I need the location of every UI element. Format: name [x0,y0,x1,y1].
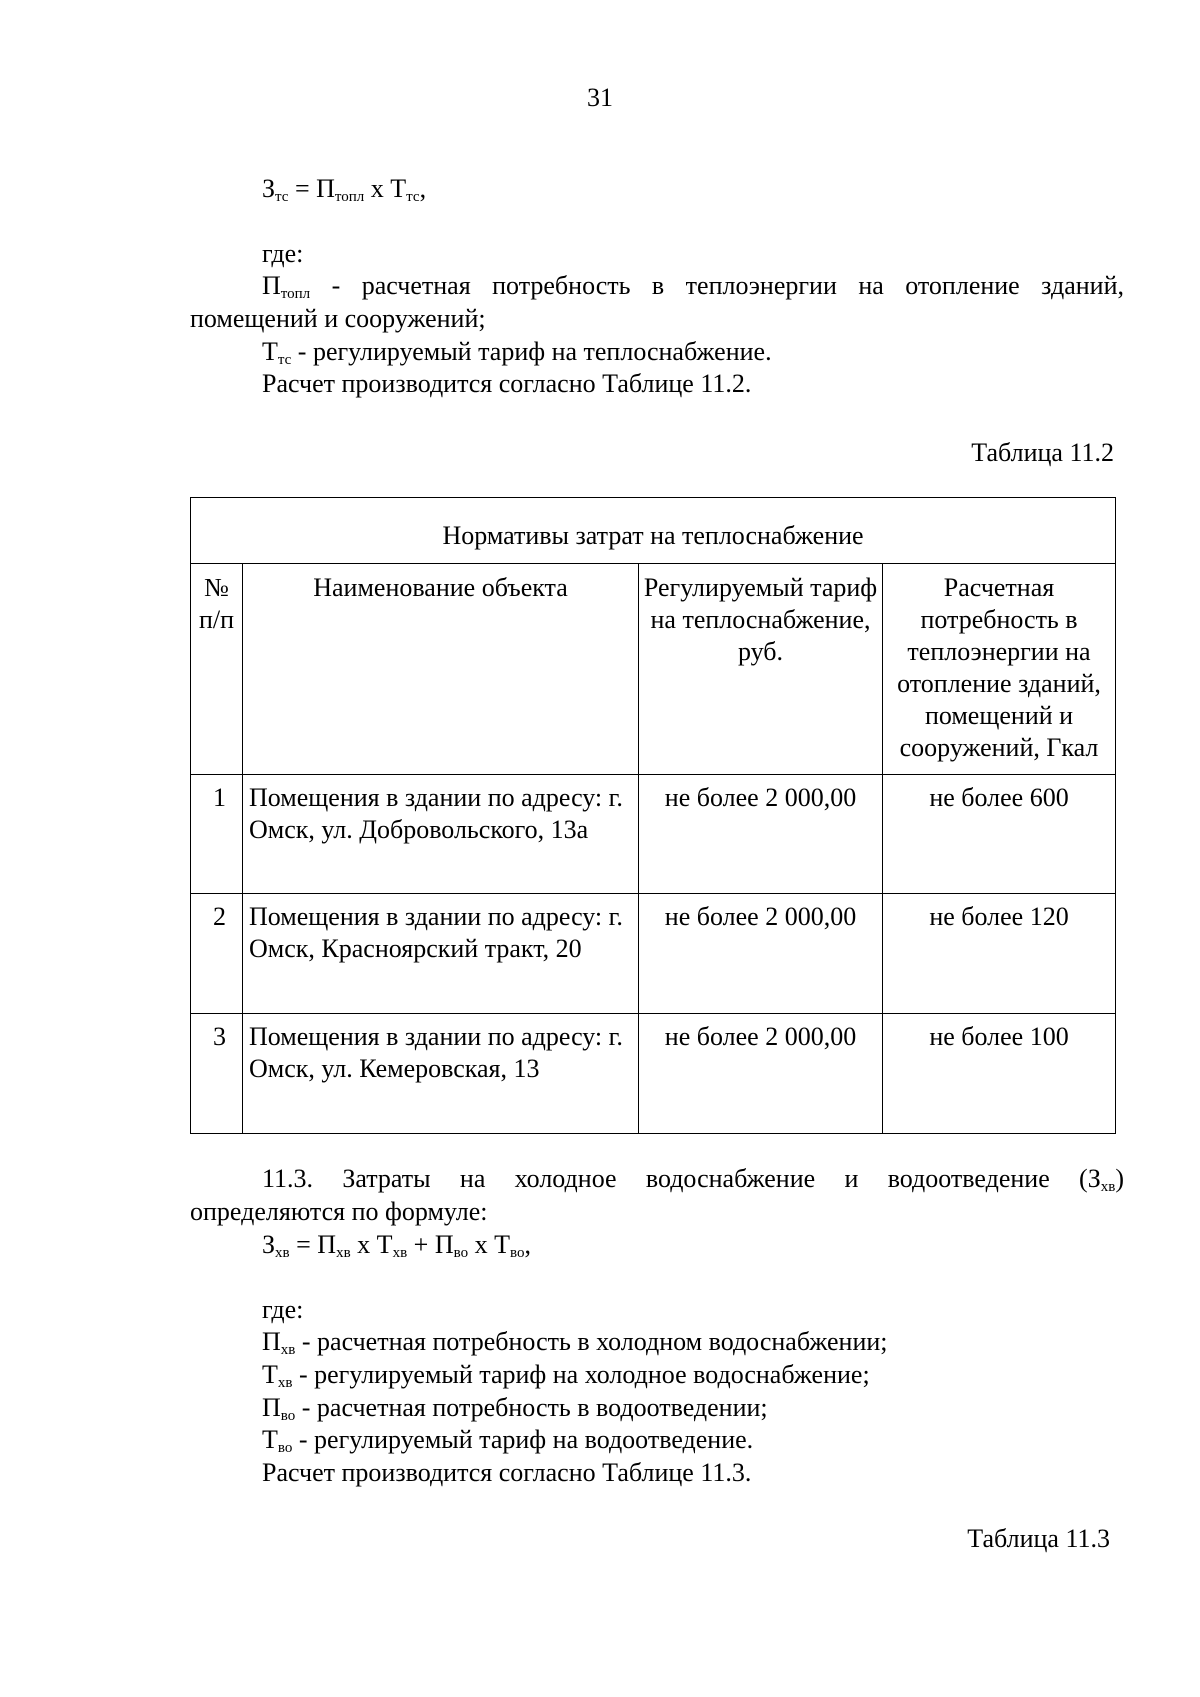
definition-cold-water-tariff: $Т_{хв}$ - регулируемый тариф на холодное водоснабжение; [262,1360,870,1391]
row-object-name: Помещения в здании по адресу: г. Омск, ул. Кемеровская, 13 [243,1014,639,1134]
definition-cold-water-need: $П_{хв}$ - расчетная потребность в холодном водоснабжении; [262,1327,888,1358]
calc-reference: Расчет производится согласно Таблице 11.3. [262,1458,752,1487]
row-tariff: не более 2 000,00 [639,894,883,1014]
definition-heat-need: $П_{топл}$ - расчетная потребность в теплоэнергии на отопление зданий, [262,271,1124,302]
table-row [191,775,1116,894]
row-tariff: не более 2 000,00 [639,1014,883,1134]
row-object-name: Помещения в здании по адресу: г. Омск, ул. Добровольского, 13а [243,775,639,894]
table-caption: Таблица 11.2 [971,438,1114,467]
table-row [191,894,1116,1014]
table-caption: Таблица 11.3 [967,1524,1110,1553]
paragraph-11-3: 11.3. Затраты на холодное водоснабжение и водоотведение $(З_{хв})$ [262,1164,1124,1195]
header-object-name: Наименование объекта [243,564,639,775]
row-number: 2 [191,894,243,1014]
row-number: 1 [191,775,243,894]
row-heat-need: не более 120 [883,894,1116,1014]
row-heat-need: не более 100 [883,1014,1116,1134]
row-number: 3 [191,1014,243,1134]
header-heat-need: Расчетная потребность в теплоэнергии на отопление зданий, помещений и сооружений, Гкал [883,564,1116,775]
formula-water-cost: $З_{хв} = П_{хв}$ х $Т_{хв} + П_{во}$ х $Т_{во}$, [262,1230,531,1261]
calc-reference: Расчет производится согласно Таблице 11.2. [262,369,752,398]
page-number: 31 [587,83,613,112]
paragraph-11-3-cont: определяются по формуле: [190,1197,488,1226]
definition-drainage-need: $П_{во}$ - расчетная потребность в водоотведении; [262,1393,768,1424]
header-tariff: Регулируемый тариф на теплоснабжение, руб. [639,564,883,775]
table-header-row [191,564,1116,775]
table-row [191,1014,1116,1134]
where-label: где: [262,239,304,268]
row-object-name: Помещения в здании по адресу: г. Омск, Красноярский тракт, 20 [243,894,639,1014]
definition-heat-tariff: $Т_{тс}$ - регулируемый тариф на теплоснабжение. [262,337,772,368]
definition-drainage-tariff: $Т_{во}$ - регулируемый тариф на водоотведение. [262,1425,754,1456]
formula-heat-cost: $З_{тс} = П_{топл}$ х $Т_{тс}$, [262,174,427,205]
definition-heat-need-cont: помещений и сооружений; [190,304,486,333]
heat-supply-table [190,497,1116,1134]
row-heat-need: не более 600 [883,775,1116,894]
header-number: № п/п [191,564,243,775]
where-label: где: [262,1295,304,1324]
row-tariff: не более 2 000,00 [639,775,883,894]
table-title: Нормативы затрат на теплоснабжение [191,498,1116,564]
